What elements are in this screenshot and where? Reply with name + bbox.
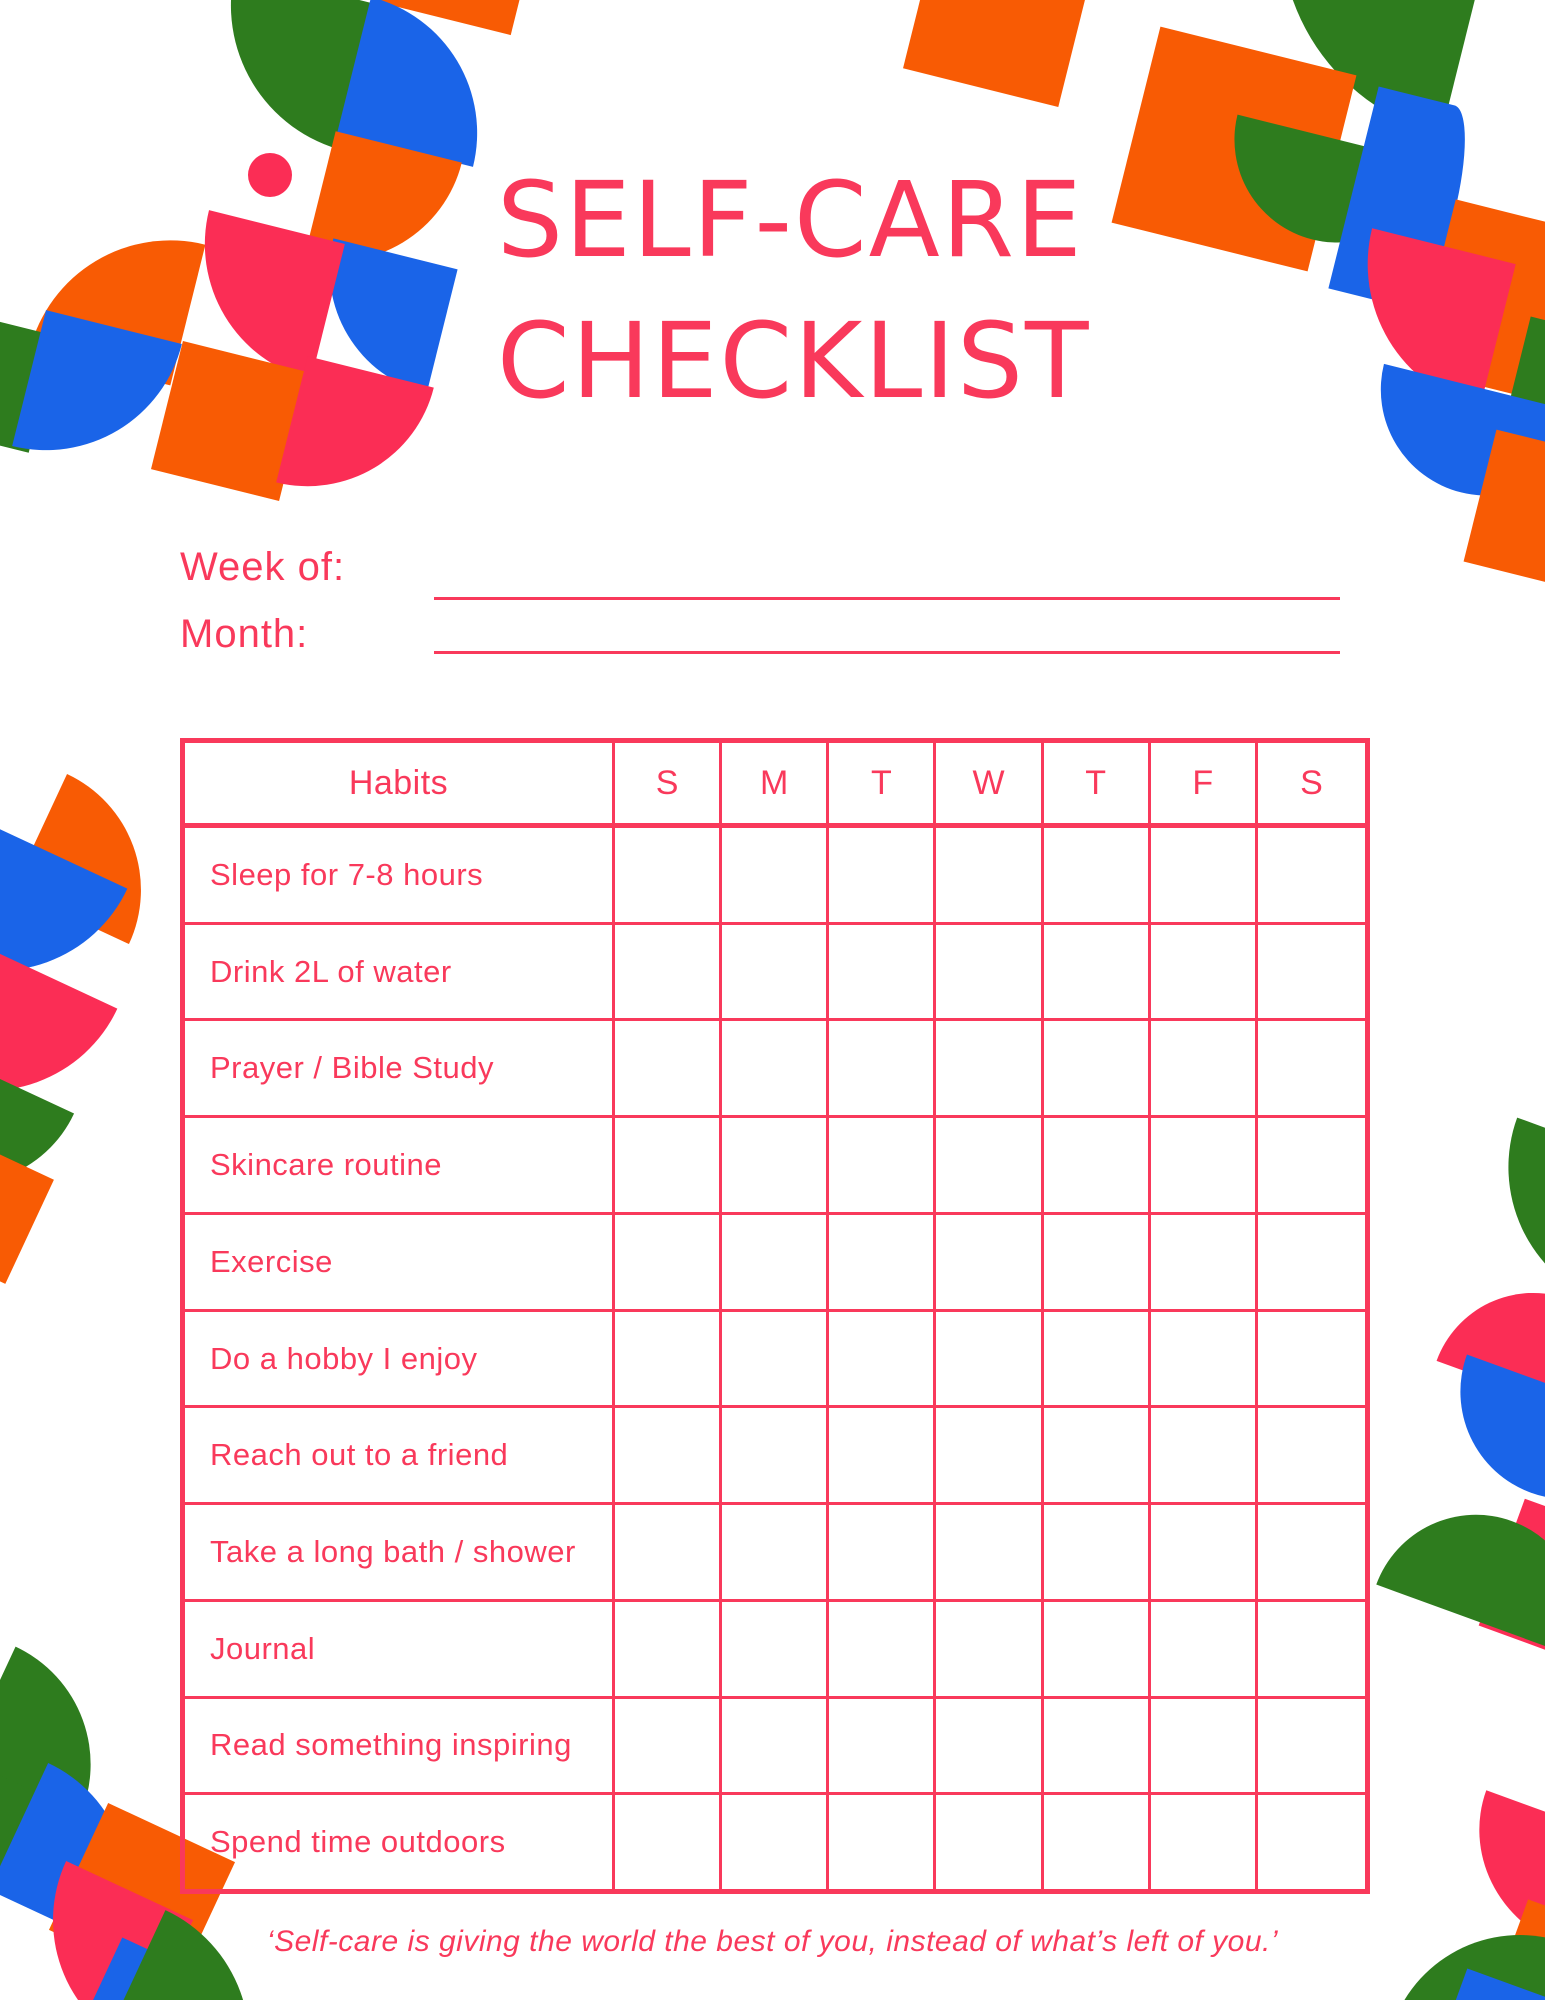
habit-label: Prayer / Bible Study (185, 1021, 615, 1115)
day-header-friday: F (1151, 743, 1258, 823)
habit-label: Drink 2L of water (185, 925, 615, 1019)
day-cell (615, 1021, 722, 1115)
day-cell (1044, 925, 1151, 1019)
day-cell (829, 1505, 936, 1599)
day-cell (615, 1699, 722, 1793)
day-cell (829, 1408, 936, 1502)
day-cell (722, 1505, 829, 1599)
day-header-thursday: T (1044, 743, 1151, 823)
day-cell (1044, 1021, 1151, 1115)
day-cell (615, 1795, 722, 1889)
day-cell (936, 1408, 1043, 1502)
day-cell (1258, 1408, 1365, 1502)
day-cell (1151, 1505, 1258, 1599)
day-cell (722, 1118, 829, 1212)
table-row (185, 1602, 1365, 1699)
day-cell (722, 828, 829, 922)
day-cell (615, 925, 722, 1019)
table-row (185, 1021, 1365, 1118)
habit-label: Spend time outdoors (185, 1795, 615, 1889)
day-cell (722, 1215, 829, 1309)
day-cell (829, 1118, 936, 1212)
day-cell (1151, 1795, 1258, 1889)
day-cell (1044, 1215, 1151, 1309)
day-cell (615, 828, 722, 922)
day-cell (615, 1602, 722, 1696)
day-cell (936, 1215, 1043, 1309)
habit-label: Journal (185, 1602, 615, 1696)
day-cell (1258, 1505, 1365, 1599)
day-cell (1044, 1699, 1151, 1793)
day-cell (936, 828, 1043, 922)
day-cell (936, 1602, 1043, 1696)
day-cell (1044, 1505, 1151, 1599)
day-header-sunday: S (615, 743, 722, 823)
page-title-line1: SELF-CARE (497, 159, 1084, 281)
month-label: Month: (180, 612, 309, 656)
day-cell (936, 1021, 1043, 1115)
day-cell (936, 1795, 1043, 1889)
day-cell (1044, 1118, 1151, 1212)
week-of-line (434, 597, 1340, 600)
day-cell (936, 1505, 1043, 1599)
day-cell (615, 1312, 722, 1406)
day-cell (1151, 1215, 1258, 1309)
day-cell (1044, 1312, 1151, 1406)
day-cell (936, 1312, 1043, 1406)
day-cell (1258, 925, 1365, 1019)
day-cell (1258, 1795, 1365, 1889)
day-cell (1258, 828, 1365, 922)
habit-label: Sleep for 7-8 hours (185, 828, 615, 922)
table-row (185, 1699, 1365, 1796)
day-cell (829, 925, 936, 1019)
table-row (185, 925, 1365, 1022)
day-cell (1258, 1021, 1365, 1115)
habit-label: Exercise (185, 1215, 615, 1309)
day-cell (722, 1602, 829, 1696)
day-cell (722, 1021, 829, 1115)
day-cell (1151, 828, 1258, 922)
day-cell (829, 1021, 936, 1115)
day-cell (1151, 1602, 1258, 1696)
day-cell (1044, 1602, 1151, 1696)
day-cell (1044, 1795, 1151, 1889)
day-cell (829, 1215, 936, 1309)
day-cell (1151, 1021, 1258, 1115)
day-cell (615, 1215, 722, 1309)
day-cell (722, 925, 829, 1019)
day-cell (936, 925, 1043, 1019)
day-cell (1258, 1312, 1365, 1406)
table-row (185, 1505, 1365, 1602)
day-cell (1151, 1118, 1258, 1212)
day-cell (615, 1118, 722, 1212)
day-cell (936, 1699, 1043, 1793)
table-row (185, 828, 1365, 925)
day-cell (829, 1699, 936, 1793)
habit-label: Read something inspiring (185, 1699, 615, 1793)
day-cell (722, 1312, 829, 1406)
day-cell (722, 1699, 829, 1793)
day-cell (1044, 1408, 1151, 1502)
table-row (185, 1215, 1365, 1312)
day-cell (1258, 1215, 1365, 1309)
quote-text: ‘Self-care is giving the world the best of you, instead of what’s left of you.’ (266, 1925, 1279, 1958)
day-header-wednesday: W (936, 743, 1043, 823)
square-orange-icon (903, 0, 1097, 107)
day-cell (1151, 1408, 1258, 1502)
habit-label: Skincare routine (185, 1118, 615, 1212)
day-cell (936, 1118, 1043, 1212)
day-cell (615, 1408, 722, 1502)
day-cell (829, 828, 936, 922)
page-title (497, 150, 1091, 433)
habit-table (180, 738, 1370, 1894)
day-cell (1258, 1602, 1365, 1696)
day-header-saturday: S (1300, 763, 1323, 802)
day-header-monday: M (722, 743, 829, 823)
habits-column-header: Habits (185, 743, 615, 823)
day-cell (1044, 828, 1151, 922)
table-header-row (185, 743, 1365, 828)
table-row (185, 1795, 1365, 1889)
habit-label: Reach out to a friend (185, 1408, 615, 1502)
day-cell (1151, 925, 1258, 1019)
day-cell (1151, 1312, 1258, 1406)
day-cell (722, 1408, 829, 1502)
table-row (185, 1312, 1365, 1409)
habit-label: Take a long bath / shower (185, 1505, 615, 1599)
table-row (185, 1408, 1365, 1505)
day-cell (1258, 1118, 1365, 1212)
day-cell (1258, 1699, 1365, 1793)
habit-label: Do a hobby I enjoy (185, 1312, 615, 1406)
day-header-tuesday: T (829, 743, 936, 823)
page-title-line2: CHECKLIST (497, 300, 1091, 423)
day-cell (829, 1602, 936, 1696)
day-cell (722, 1795, 829, 1889)
day-cell (1151, 1699, 1258, 1793)
week-of-label: Week of: (180, 545, 346, 589)
table-row (185, 1118, 1365, 1215)
day-cell (829, 1795, 936, 1889)
dot-pink-icon (248, 153, 292, 197)
month-line (434, 651, 1340, 654)
quarter-circle-green-icon (1468, 1118, 1545, 1304)
day-cell (829, 1312, 936, 1406)
day-cell (615, 1505, 722, 1599)
